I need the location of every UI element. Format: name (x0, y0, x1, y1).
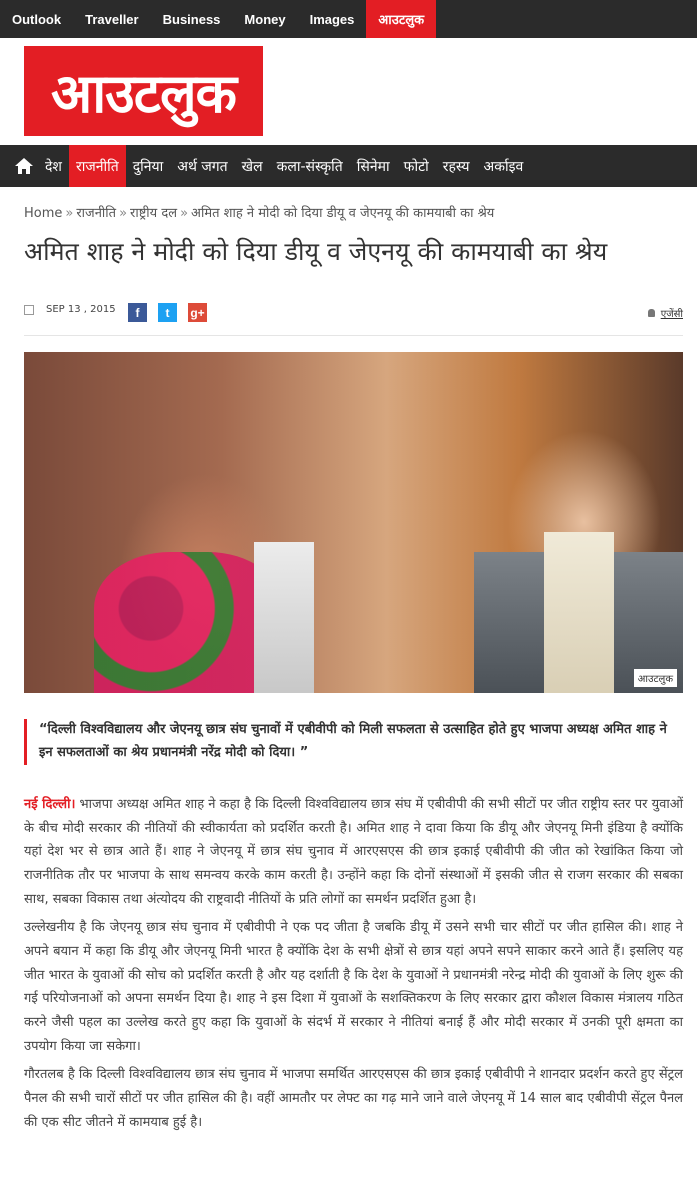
calendar-icon (24, 305, 34, 315)
publish-date (24, 304, 116, 315)
dateline: नई दिल्ली। (24, 797, 76, 812)
nav-item-duniya[interactable]: दुनिया (132, 158, 164, 175)
topbar-link-money[interactable]: Money (244, 11, 286, 27)
header (0, 38, 697, 145)
breadcrumb-separator: » (119, 206, 128, 221)
divider (24, 335, 683, 336)
paragraph-text: भाजपा अध्यक्ष अमित शाह ने कहा है कि दिल्ली विश्वविद्यालय छात्र संघ में एबीवीपी की सभी सीटों पर जीत राष्ट्रीय स्तर पर युवाओं के बीच मोदी सरकार की नीतियों की स्वीकार्यता को प्रदर्शित करती है। अमित शाह ने दावा किया कि डीयू और जेएनयू मिनी इंडिया है क्योंकि यहां देश भर से छात्र आते हैं। शाह ने जेएनयू में छात्र संघ चुनाव में आरएसएस की छात्र इकाई एबीवीपी की जीत को रेखांकित किया जो राजनीतिक तौर पर भाजपा के साथ समन्वय करके काम करती है। उन्होंने कहा कि दोनों संस्थाओं में इसकी जीत से राजग सरकार की सबका साथ, सबका विकास तथा अंत्योदय की राष्ट्रवादी नीतियों के प्रति लोगों का समर्थन प्रदर्शित हुआ है। (24, 797, 683, 907)
facebook-share-icon[interactable]: f (128, 303, 147, 322)
breadcrumb-section[interactable]: राजनीति (76, 206, 117, 221)
topbar-link-traveller[interactable]: Traveller (85, 11, 139, 27)
breadcrumb-subsection[interactable]: राष्ट्रीय दल (130, 206, 178, 221)
main-nav (0, 145, 697, 187)
nav-item-rahasya[interactable]: रहस्य (442, 158, 470, 175)
twitter-share-icon[interactable]: t (158, 303, 177, 322)
breadcrumb-current: अमित शाह ने मोदी को दिया डीयू व जेएनयू की कामयाबी का श्रेय (191, 206, 495, 221)
nav-item-photo[interactable]: फोटो (403, 158, 429, 175)
article-paragraph: गौरतलब है कि दिल्ली विश्वविद्यालय छात्र संघ चुनाव में भाजपा समर्थित आरएसएस की छात्र इकाई एबीवीपी ने शानदार प्रदर्शन करते हुए सेंट्रल पैनल की सभी चारों सीटों पर जीत हासिल की है। वहीं आमतौर पर लेफ्ट का गढ़ माने जाने वाले जेएनयू में 14 साल बाद एबीवीपी सेंट्रल पैनल की एक सीट जीतने में कामयाब हुई है। (24, 1067, 683, 1130)
article-body (24, 793, 683, 1139)
author (648, 306, 683, 320)
share-buttons (128, 303, 218, 322)
photo-credit: आउटलुक (634, 669, 677, 687)
nav-item-khel[interactable]: खेल (241, 158, 263, 175)
topbar-link-images[interactable]: Images (309, 11, 355, 27)
topbar-link-business[interactable]: Business (162, 11, 221, 27)
topbar-link-outlook-hindi[interactable]: आउटलुक (366, 0, 436, 38)
breadcrumb-separator: » (180, 206, 189, 221)
photo-kurta (544, 532, 614, 693)
nav-item-desh[interactable]: देश (45, 158, 62, 175)
nav-item-cinema[interactable]: सिनेमा (356, 158, 390, 175)
topbar-link-outlook[interactable]: Outlook (12, 11, 62, 27)
site-logo[interactable]: आउटलुक (24, 46, 263, 136)
breadcrumb (24, 203, 494, 221)
nav-item-rajneeti[interactable]: राजनीति (69, 145, 126, 187)
breadcrumb-separator: » (65, 206, 74, 221)
top-bar (0, 0, 697, 38)
article-headline: अमित शाह ने मोदी को दिया डीयू व जेएनयू की कामयाबी का श्रेय (24, 237, 608, 266)
article-paragraph (24, 793, 683, 911)
article-paragraph: उल्लेखनीय है कि जेएनयू छात्र संघ चुनाव में एबीवीपी ने एक पद जीता है जबकि डीयू में उसने सभी चार सीटों पर जीत हासिल की। शाह ने अपने बयान में कहा कि डीयू और जेएनयू मिनी भारत है क्योंकि देश के सभी क्षेत्रों से छात्र यहां अपने सपने साकार करने आते हैं। इसलिए यह जीत भारत के युवाओं की सोच को प्रदर्शित करती है और यह दर्शाती है कि देश के युवाओं ने प्रधानमंत्री नरेन्द्र मोदी की युवाओं के लिए शुरू की गई परियोजनाओं को अपना समर्थन दिया है। शाह ने इस दिशा में युवाओं के सशक्तिकरण के लिए सरकार द्वारा कौशल विकास मंत्रालय गठित करने जैसी पहल का उल्लेख करते हुए कहा कि युवाओं के संदर्भ में सरकार ने नीतियां बनाई हैं और मोदी सरकार में उनकी पूरी क्षमता का उपयोग किया जा सकेगा। (24, 920, 683, 1054)
nav-item-archive[interactable]: अर्काइव (483, 158, 524, 175)
article-meta (24, 300, 683, 328)
google-plus-share-icon[interactable]: g+ (188, 303, 207, 322)
nav-item-kala-sanskriti[interactable]: कला-संस्कृति (276, 158, 343, 175)
author-name[interactable]: एजेंसी (660, 309, 683, 320)
home-icon[interactable] (0, 145, 38, 187)
pull-quote: “दिल्ली विश्वविद्यालय और जेएनयू छात्र संघ चुनावों में एबीवीपी को मिली सफलता से उत्साहित होते हुए भाजपा अध्यक्ष अमित शाह ने इन सफलताओं का श्रेय प्रधानमंत्री नरेंद्र मोदी को दिया। ” (24, 719, 679, 765)
article-photo (24, 352, 683, 693)
breadcrumb-home[interactable]: Home (24, 206, 63, 221)
user-icon (648, 309, 655, 317)
photo-shirt (254, 542, 314, 693)
nav-item-arth-jagat[interactable]: अर्थ जगत (177, 158, 228, 175)
publish-date-text: SEP 13 , 2015 (46, 304, 116, 315)
